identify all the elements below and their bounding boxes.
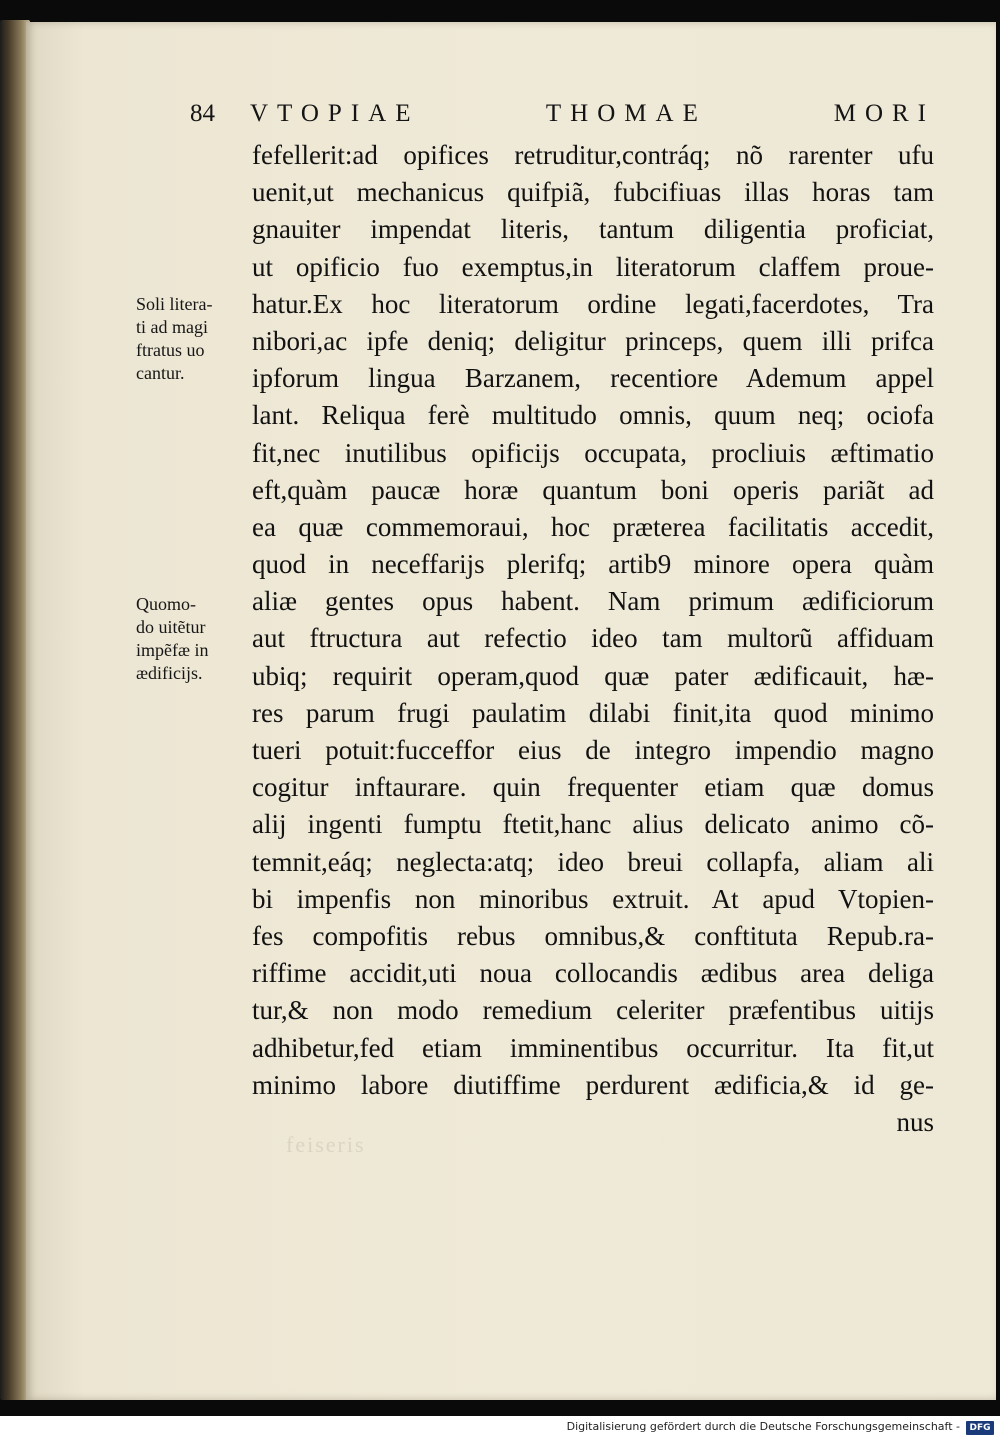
marginal-note-line: do uitẽtur — [136, 617, 206, 637]
text-line: alij ingenti fumptu ftetit,hanc alius delicato animo cõ- — [252, 809, 934, 840]
text-line: tur,& non modo remedium celeriter præfentibus uitijs — [252, 995, 934, 1026]
text-line: quod in neceffarijs plerifq; artib9 minore opera quàm — [252, 549, 934, 580]
text-line: tueri potuit:fucceffor eius de integro impendio magno — [252, 735, 934, 765]
marginal-note-line: cantur. — [136, 363, 185, 383]
page-number: 84 — [190, 100, 215, 127]
text-line: ipforum lingua Barzanem, recentiore Ademum appel — [252, 363, 934, 394]
text-line: bi impenfis non minoribus extruit. At apud Vtopien- — [252, 883, 934, 914]
text-line: eft,quàm paucæ horæ quantum boni operis pariãt ad — [252, 474, 934, 505]
text-line: aut ftructura aut refectio ideo tam multorũ affiduam — [252, 623, 934, 654]
text-line: uenit,ut mechanicus quifpiã, fubcifiuas illas horas tam — [252, 177, 934, 208]
text-line: temnit,eáq; neglecta:atq; ideo breui collapfa, aliam ali — [252, 846, 934, 877]
text-line: ut opificio fuo exemptus,in literatorum claffem proue- — [252, 251, 934, 282]
show-through-text: feiseris — [286, 1132, 366, 1157]
text-line: fit,nec inutilibus opificijs occupata, procliuis æftimatio — [252, 437, 934, 468]
text-line: cogitur inftaurare. quin frequenter etiam quæ domus — [252, 772, 934, 803]
running-head — [190, 100, 935, 136]
text-line: hatur.Ex hoc literatorum ordine legati,facerdotes, Tra — [252, 288, 934, 319]
text-line: gnauiter impendat literis, tantum diligentia proficiat, — [252, 214, 934, 245]
marginal-note — [136, 293, 246, 385]
marginal-note-line: ftratus uo — [136, 340, 205, 360]
marginal-note-line: Quomo- — [136, 594, 196, 614]
text-line: res parum frugi paulatim dilabi finit,ita quod minimo — [252, 697, 934, 728]
running-title: VTOPIAE THOMAE MORI — [250, 100, 935, 127]
funding-credit: Digitalisierung gefördert durch die Deutsche Forschungsgemeinschaft - — [566, 1420, 960, 1433]
catchword: nus — [896, 1106, 934, 1137]
text-line: adhibetur,fed etiam imminentibus occurritur. Ita fit,ut — [252, 1032, 934, 1063]
marginal-note-line: Soli litera- — [136, 294, 213, 314]
text-line: aliæ gentes opus habent. Nam primum ædificiorum — [252, 586, 934, 617]
text-line: ea quæ commemoraui, hoc præterea facilitatis accedit, — [252, 511, 934, 542]
text-line: ubiq; requirit operam,quod quæ pater ædificauit, hæ- — [252, 660, 934, 691]
text-line: minimo labore diutiffime perdurent ædificia,& id ge- — [252, 1069, 934, 1100]
text-line: lant. Reliqua ferè multitudo omnis, quum neq; ociofa — [252, 400, 934, 431]
footer-bar — [0, 1416, 1000, 1440]
marginal-note-line: ædificijs. — [136, 663, 203, 683]
dfg-logo-icon: DFG — [966, 1421, 994, 1435]
marginal-note — [136, 593, 246, 685]
text-line: fefellerit:ad opifices retruditur,contráq; nõ rarenter ufu — [252, 140, 934, 170]
body-text — [252, 137, 934, 1141]
text-line: riffime accidit,uti noua collocandis ædibus area deliga — [252, 958, 934, 989]
marginal-note-line: impẽfæ in — [136, 640, 209, 660]
marginal-note-line: ti ad magi — [136, 317, 208, 337]
text-line: nibori,ac ipfe deniq; deligitur princeps, quem illi prifca — [252, 325, 934, 356]
text-line: fes compofitis rebus omnibus,& conftituta Repub.ra- — [252, 920, 934, 951]
